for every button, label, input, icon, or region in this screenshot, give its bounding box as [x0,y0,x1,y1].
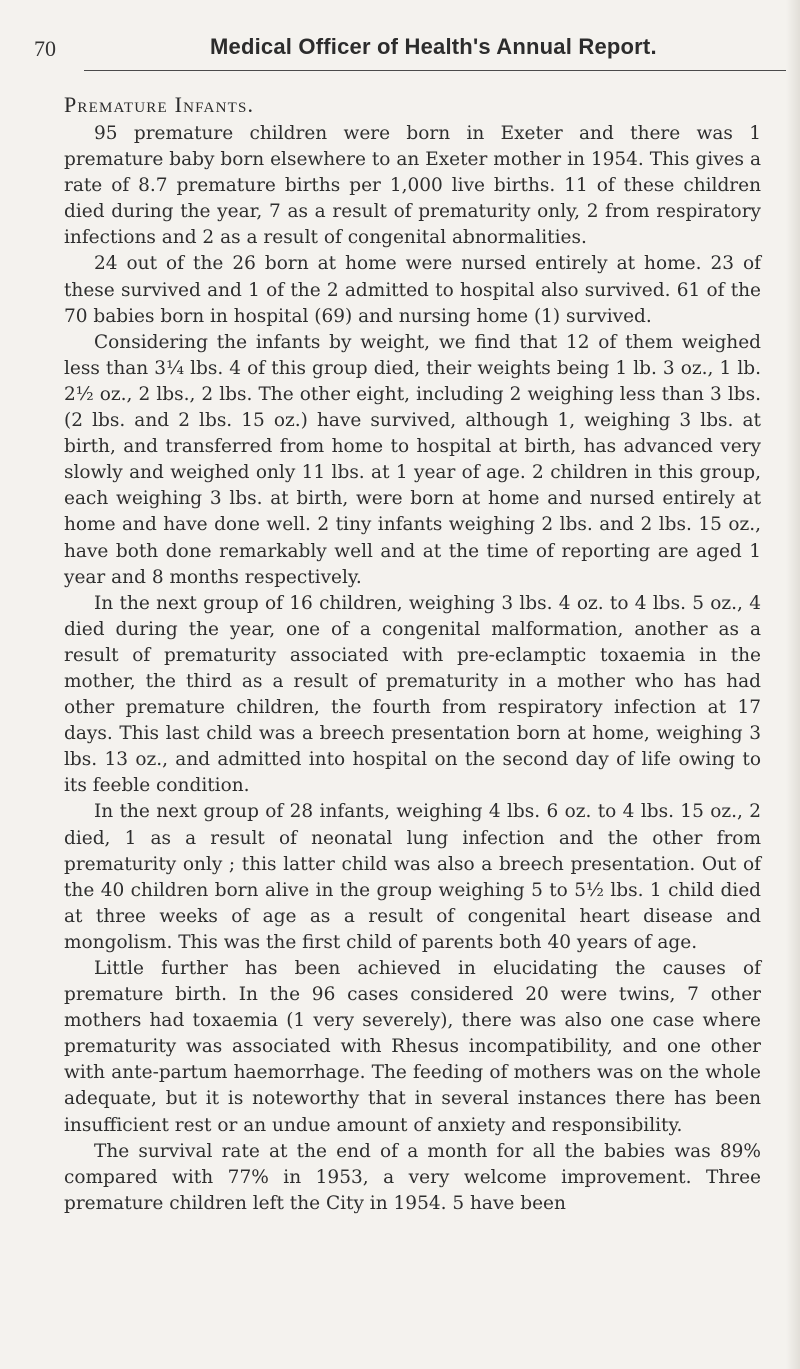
paragraph-7: The survival rate at the end of a month for all the babies was 89% compared with 77% in 1953, a very welcome improvement. Three premature children left the City in 1954. 5 have been [64,1140,761,1214]
paragraph-5: In the next group of 28 infants, weighing 4 lbs. 6 oz. to 4 lbs. 15 oz., 2 died, 1 as a result of neonatal lung infection and the other from prematurity only ; this latter child was also a breech presentation. Out of the 40 children born alive in the group weighing 5 to 5½ lbs. 1 child died at three weeks of age as a result of congenital heart disease and mongolism. This was the first child of parents both 40 years of age. [64,801,761,953]
paragraph-4: In the next group of 16 children, weighing 3 lbs. 4 oz. to 4 lbs. 5 oz., 4 died during the year, one of a congenital malformation, another as a result of prematurity associated with pre-eclamptic toxaemia in the mother, the third as a result of prematurity in a mother who has had other premature children, the fourth from respiratory infection at 17 days. This last child was a breech presentation born at home, weighing 3 lbs. 13 oz., and admitted into hospital on the second day of life owing to its feeble condition. [64,592,761,797]
page-edge-shadow [786,0,800,1369]
paragraph-2: 24 out of the 26 born at home were nursed entirely at home. 23 of these survived and 1 of the 2 admitted to hospital also survived. 61 of the 70 babies born in hospital (69) and nursing home (1) survived. [64,253,761,327]
section-premature-infants [64,92,761,1217]
paragraph-6: Little further has been achieved in elucidating the causes of premature birth. In the 96 cases considered 20 were twins, 7 other mothers had toxaemia (1 very severely), there was also one case where prematurity was associated with Rhesus incompatibility, and one other with ante-partum haemorrhage. The feeding of mothers was on the whole adequate, but it is noteworthy that in several instances there has been insufficient rest or an undue amount of anxiety and responsibility. [64,958,761,1136]
paragraph-1: 95 premature children were born in Exeter and there was 1 premature baby born elsewhere to an Exeter mother in 1954. This gives a rate of 8.7 premature births per 1,000 live births. 11 of these children died during the year, 7 as a result of prematurity only, 2 from respiratory infections and 2 as a result of congenital abnormalities. [64,123,761,249]
header-divider [84,70,786,71]
page-header [34,26,754,72]
paragraph-3: Considering the infants by weight, we find that 12 of them weighed less than 3¼ lbs. 4 of this group died, their weights being 1 lb. 3 oz., 1 lb. 2½ oz., 2 lbs., 2 lbs. The other eight, including 2 weighing less than 3 lbs. (2 lbs. and 2 lbs. 15 oz.) have survived, although 1, weighing 3 lbs. at birth, and transferred from home to hospital at birth, has advanced very slowly and weighed only 11 lbs. at 1 year of age. 2 children in this group, each weighing 3 lbs. at birth, were born at home and nursed entirely at home and have done well. 2 tiny infants weighing 2 lbs. and 2 lbs. 15 oz., have both done remarkably well and at the time of reporting are aged 1 year and 8 months respectively. [64,331,761,588]
page-number: 70 [34,36,56,61]
running-title: Medical Officer of Health's Annual Report. [210,34,657,59]
section-heading: Premature Infants. [64,92,255,117]
